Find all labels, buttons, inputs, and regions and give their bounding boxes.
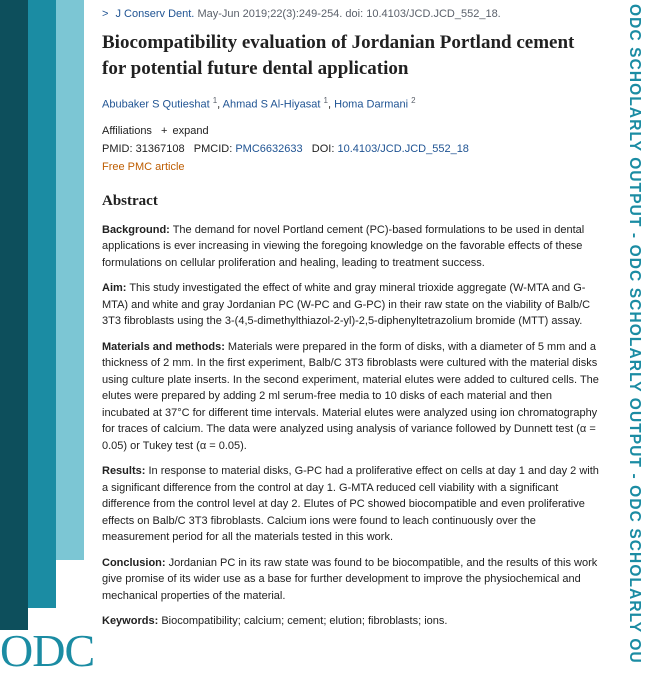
article-content [102,8,602,639]
watermark: ODC SCHOLARLY OUTPUT - ODC SCHOLARLY OUTPUT - ODC SCHOLARLY OU [626,4,643,664]
section-text: Jordanian PC in its raw state was found to be biocompatible, and the results of this work give promise of its wider use as a base for further development to improve the physiochemical and mechanical properties of the material. [102,556,598,602]
pmcid-link[interactable]: PMC6632633 [235,142,303,155]
section-label: Aim: [102,282,127,295]
decorative-bar-dark [0,0,28,630]
journal-link[interactable]: J Conserv Dent. [115,8,195,20]
pmid-value: 31367108 [135,142,185,155]
abstract-aim [102,280,602,330]
section-label: Materials and methods: [102,340,225,353]
author-separator: , [328,98,332,111]
affiliations-label: Affiliations [102,124,152,137]
author-link[interactable]: Ahmad S Al-Hiyasat [222,98,321,111]
affiliations-row [102,125,602,137]
section-label: Results: [102,465,146,478]
section-text: Materials were prepared in the form of disks, with a diameter of 5 mm and a thickness of 2 mm. In the first experiment, Balb/C 3T3 fibroblasts were cultured with the material disks using culture plate inserts. In the second experiment, material elutes were added to cultured cells. The elutes were prepared by adding 2 ml serum-free media to 10 disks of each material and then incubated at 37°C for different time intervals. Material elutes were analyzed using ion chromatography for traces of calcium. The data were analyzed using analysis of variance followed by Dunnett test (α = 0.05) or Tukey test (α = 0.05). [102,340,599,452]
author-separator: , [217,98,221,111]
abstract-background [102,222,602,272]
author-affiliation-sup[interactable]: 1 [323,96,328,105]
author-link[interactable]: Homa Darmani [334,98,409,111]
article-title: Biocompatibility evaluation of Jordanian Portland cement for potential future dental application [102,32,575,79]
decorative-bar-medium [28,0,56,608]
expand-affiliations-button[interactable]: expand [172,124,209,137]
section-label: Background: [102,223,170,236]
author-affiliation-sup[interactable]: 2 [411,96,416,105]
pmcid-label: PMCID: [193,142,233,155]
citation-line [102,8,602,20]
abstract-results [102,463,602,546]
author-link[interactable]: Abubaker S Qutieshat [102,98,210,111]
abstract-methods [102,339,602,455]
free-pmc-link[interactable]: Free PMC article [102,160,185,173]
section-text: The demand for novel Portland cement (PC)-based formulations to be used in dental applications is ever increasing in viewing the foregoing knowledge on the favorable effects of these formulations on cellular proliferation and healing, leading to treatment success. [102,223,585,269]
decorative-bar-light [56,0,84,560]
section-text: Biocompatibility; calcium; cement; elution; fibroblasts; ions. [161,615,448,628]
section-text: In response to material disks, G-PC had a proliferative effect on cells at day 1 and day 2 with a significant difference from the control at day 1. G-MTA reduced cell viability with a significant difference from the control level at day 2. Elutes of PC showed biocompatible and even proliferative effects on Balb/C 3T3 fibroblasts. Calcium ions were found to leach continuously over the measurement period for all the materials tested in this work. [102,465,599,544]
pmid-label: PMID: [102,142,133,155]
section-label: Conclusion: [102,556,166,569]
citation-details: May-Jun 2019;22(3):249-254. doi: 10.4103/JCD.JCD_552_18. [197,8,501,20]
keywords [102,613,602,630]
doi-link[interactable]: 10.4103/JCD.JCD_552_18 [337,142,469,155]
author-affiliation-sup[interactable]: 1 [212,96,218,105]
abstract-heading: Abstract [102,192,158,209]
section-label: Keywords: [102,615,159,628]
author-list [102,96,602,111]
identifiers-row [102,143,602,155]
odc-logo: ODC [0,625,95,676]
abstract-conclusion [102,555,602,605]
chevron-right-icon[interactable]: > [102,8,109,20]
plus-icon[interactable]: + [161,124,168,137]
doi-label: DOI: [311,142,335,155]
section-text: This study investigated the effect of white and gray mineral trioxide aggregate (W-MTA and G-MTA) and white and gray Jordanian PC (W-PC and G-PC) in their raw state on the viability of Balb/C 3T3 fibroblasts using the 3-(4,5-dimethylthiazol-2-yl)-2,5-diphenyltetrazolium bromide (MTT) assay. [102,282,591,328]
